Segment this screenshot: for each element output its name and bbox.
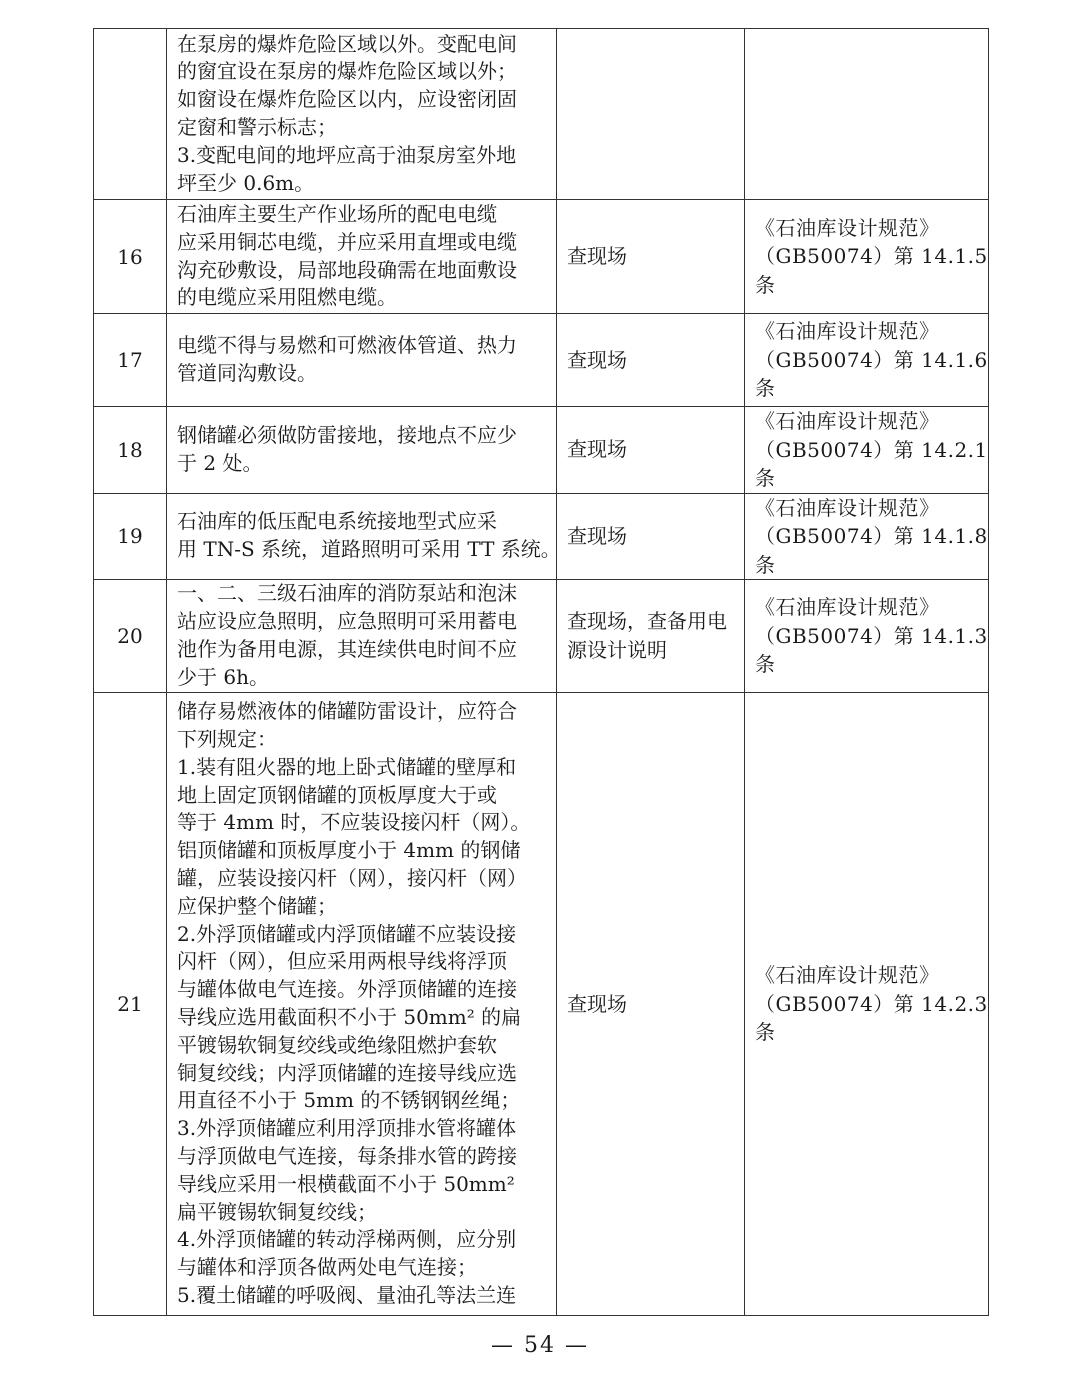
- check-content: [167, 29, 557, 200]
- check-content: [167, 693, 557, 1316]
- content-line: 的电缆应采用阻燃电缆。: [177, 285, 397, 310]
- content-line: 钢储罐必须做防雷接地，接地点不应少: [177, 422, 517, 447]
- content-line: 2.外浮顶储罐或内浮顶储罐不应装设接: [177, 921, 517, 946]
- content-line: 储存易燃液体的储罐防雷设计，应符合: [177, 699, 517, 724]
- content-line: 铜复绞线；内浮顶储罐的连接导线应选: [177, 1060, 517, 1085]
- content-line: 下列规定：: [177, 727, 277, 752]
- method-line: 查现场，查备用电: [567, 609, 727, 633]
- basis-line: 《石油库设计规范》: [755, 319, 940, 344]
- page-number: — 54 —: [491, 1333, 589, 1358]
- content-line: 导线应采用一根横截面不小于 50mm²: [177, 1171, 515, 1196]
- check-method: [557, 580, 745, 693]
- content-line: 应保护整个储罐；: [177, 893, 337, 918]
- method-line: 查现场: [567, 244, 627, 268]
- content-line: 少于 6h。: [177, 664, 269, 689]
- method-line: 查现场: [567, 437, 627, 462]
- table-row: [94, 29, 989, 200]
- check-basis: [745, 493, 989, 580]
- row-number: 21: [94, 693, 167, 1316]
- basis-line: （GB50074）第 14.1.8: [755, 524, 988, 548]
- content-line: 闪杆（网），但应采用两根导线将浮顶: [177, 949, 507, 974]
- basis-line: 《石油库设计规范》: [755, 409, 940, 433]
- check-content: [167, 493, 561, 580]
- table-row: [94, 314, 989, 407]
- check-method: [557, 29, 745, 200]
- row-number: 18: [94, 407, 167, 494]
- check-method: [557, 693, 745, 1316]
- content-line: 坪至少 0.6m。: [177, 170, 315, 195]
- basis-line: 条: [755, 552, 776, 577]
- table-row: [94, 407, 989, 494]
- check-method: [557, 493, 745, 580]
- content-line: 石油库主要生产作业场所的配电电缆: [177, 201, 497, 226]
- content-line: 用 TN-S 系统，道路照明可采用 TT 系统。: [177, 537, 561, 562]
- content-line: 4.外浮顶储罐的转动浮梯两侧，应分别: [177, 1227, 517, 1252]
- content-line: 池作为备用电源，其连续供电时间不应: [177, 637, 517, 661]
- check-method: [557, 314, 745, 407]
- basis-line: 条: [755, 652, 776, 677]
- check-basis: [745, 200, 989, 314]
- table-row: [94, 693, 989, 1316]
- table-row: [94, 580, 989, 693]
- content-line: 扁平镀锡软铜复绞线；: [177, 1199, 377, 1224]
- check-content: [167, 580, 557, 693]
- check-basis: [745, 580, 989, 693]
- content-line: 于 2 处。: [177, 450, 263, 475]
- row-number: 19: [94, 493, 167, 580]
- table-row: [94, 200, 989, 314]
- content-line: 的窗宜设在泵房的爆炸危险区域以外；: [177, 59, 517, 84]
- content-line: 铝顶储罐和顶板厚度小于 4mm 的钢储: [177, 838, 521, 863]
- check-content: [167, 314, 557, 407]
- basis-line: 条: [755, 376, 776, 401]
- content-line: 与罐体做电气连接。外浮顶储罐的连接: [177, 977, 517, 1002]
- method-line: 查现场: [567, 991, 627, 1016]
- content-line: 3.变配电间的地坪应高于油泵房室外地: [177, 142, 517, 167]
- content-line: 如窗设在爆炸危险区以内，应设密闭固: [177, 87, 517, 112]
- basis-line: （GB50074）第 14.1.6: [755, 347, 988, 372]
- basis-line: 《石油库设计规范》: [755, 215, 940, 240]
- content-line: 导线应选用截面积不小于 50mm² 的扁: [177, 1005, 522, 1029]
- check-basis: [745, 314, 989, 407]
- inspection-table: [93, 28, 989, 1316]
- check-content: [167, 200, 557, 314]
- basis-line: 条: [755, 272, 776, 297]
- basis-line: （GB50074）第 14.1.5: [755, 244, 988, 269]
- content-line: 与罐体和浮顶各做两处电气连接；: [177, 1255, 477, 1280]
- content-line: 在泵房的爆炸危险区域以外。变配电间: [177, 31, 517, 56]
- method-line: 查现场: [567, 347, 627, 372]
- content-line: 3.外浮顶储罐应利用浮顶排水管将罐体: [177, 1116, 517, 1141]
- row-number: 20: [94, 580, 167, 693]
- check-method: [557, 200, 745, 314]
- row-number: 17: [94, 314, 167, 407]
- content-line: 地上固定顶钢储罐的顶板厚度大于或: [177, 782, 497, 807]
- content-line: 一、二、三级石油库的消防泵站和泡沫: [177, 581, 517, 606]
- content-line: 平镀锡软铜复绞线或绝缘阻燃护套软: [177, 1032, 497, 1057]
- content-line: 5.覆土储罐的呼吸阀、量油孔等法兰连: [177, 1282, 517, 1307]
- check-basis: [745, 693, 989, 1316]
- check-basis: [745, 29, 989, 200]
- content-line: 与浮顶做电气连接，每条排水管的跨接: [177, 1143, 517, 1168]
- row-number: [94, 29, 167, 200]
- method-line: 查现场: [567, 523, 627, 548]
- content-line: 管道同沟敷设。: [177, 361, 317, 385]
- content-line: 罐，应装设接闪杆（网），接闪杆（网）: [177, 866, 527, 891]
- content-line: 石油库的低压配电系统接地型式应采: [177, 509, 497, 534]
- content-line: 用直径不小于 5mm 的不锈钢钢丝绳；: [177, 1088, 521, 1113]
- method-line: 源设计说明: [567, 638, 667, 662]
- basis-line: 《石油库设计规范》: [755, 963, 940, 988]
- basis-line: 《石油库设计规范》: [755, 495, 940, 520]
- basis-line: （GB50074）第 14.1.3: [755, 623, 988, 648]
- basis-line: （GB50074）第 14.2.1: [755, 437, 988, 462]
- row-number: 16: [94, 200, 167, 314]
- check-method: [557, 407, 745, 494]
- content-line: 定窗和警示标志；: [177, 115, 337, 139]
- content-line: 电缆不得与易燃和可燃液体管道、热力: [177, 333, 517, 358]
- table-row: [94, 493, 989, 580]
- basis-line: （GB50074）第 14.2.3: [755, 991, 988, 1016]
- check-basis: [745, 407, 989, 494]
- basis-line: 条: [755, 1020, 776, 1045]
- content-line: 1.装有阻火器的地上卧式储罐的壁厚和: [177, 754, 517, 779]
- content-line: 应采用铜芯电缆，并应采用直埋或电缆: [177, 229, 517, 254]
- content-line: 沟充砂敷设，局部地段确需在地面敷设: [177, 257, 517, 282]
- basis-line: 条: [755, 466, 776, 490]
- check-content: [167, 407, 557, 494]
- basis-line: 《石油库设计规范》: [755, 595, 940, 620]
- content-line: 站应设应急照明，应急照明可采用蓄电: [177, 609, 517, 634]
- content-line: 等于 4mm 时，不应装设接闪杆（网）。: [177, 810, 531, 835]
